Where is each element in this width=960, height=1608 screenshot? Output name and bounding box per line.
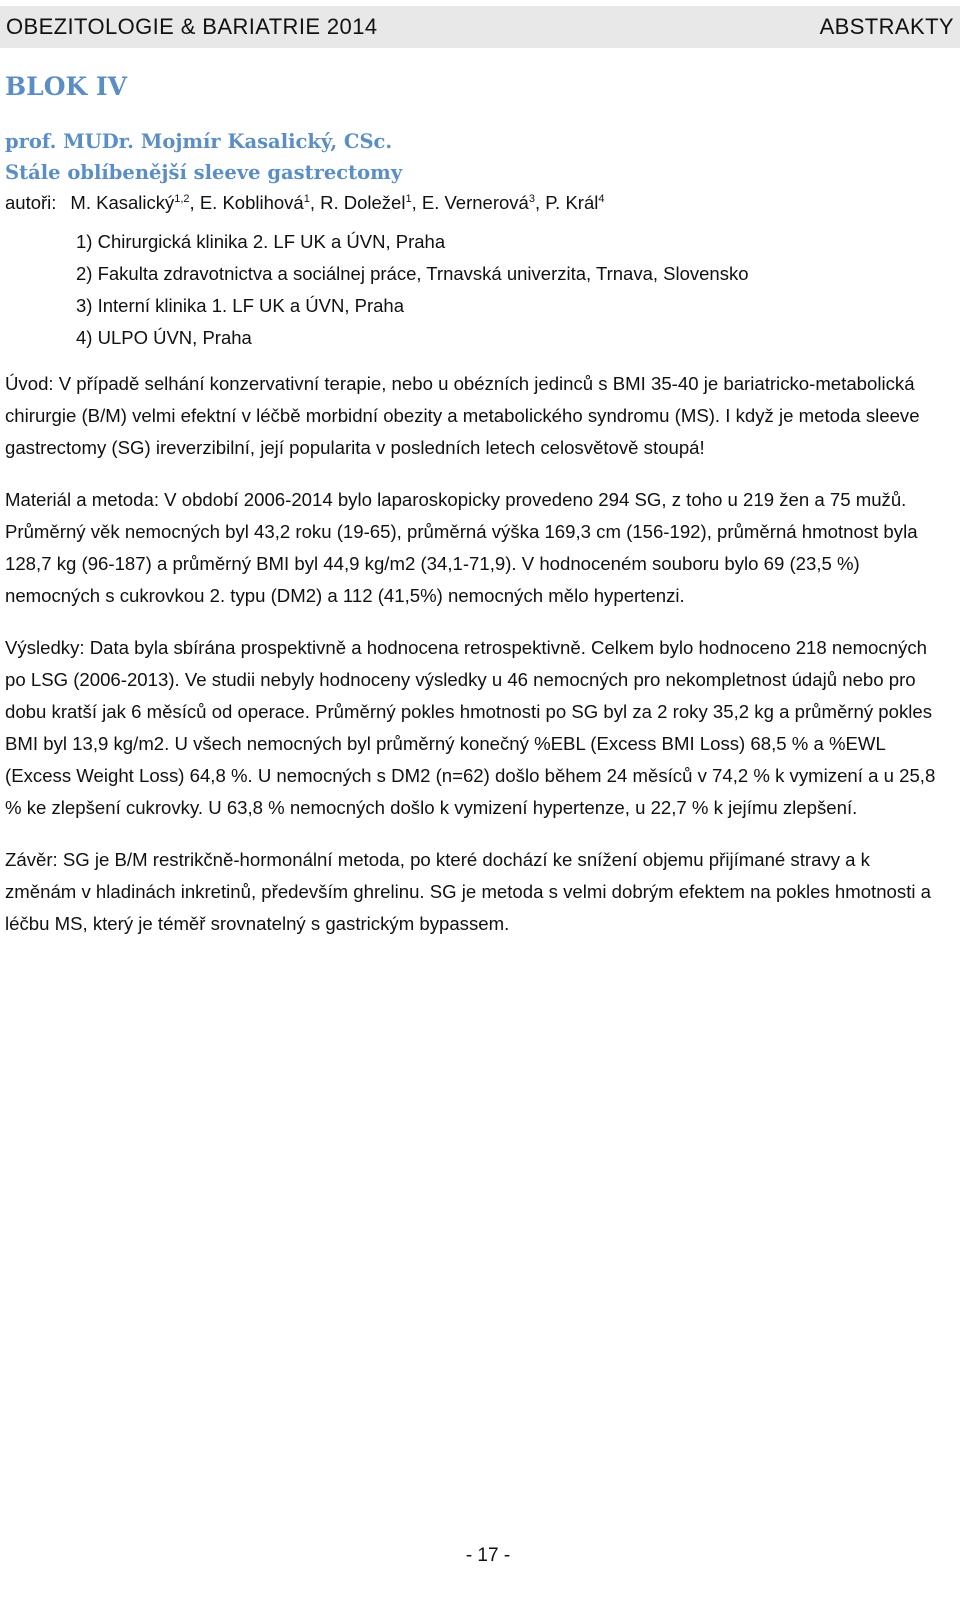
author-affiliation-mark: 1: [303, 193, 310, 205]
author-affiliation-mark: 1: [405, 193, 412, 205]
paragraph-results: Výsledky: Data byla sbírána prospektivně a hodnocena retrospektivně. Celkem bylo hodnoceno 218 nemocných po LSG (2006-2013). Ve studii nebyly hodnoceny výsledky u 46 nemocných pro nekompletnost údajů nebo pro dobu kratší jak 6 měsíců od operace. Průměrný pokles hmotnosti po SG byl za 2 roky 35,2 kg a průměrný pokles BMI byl 13,9 kg/m2. U všech nemocných byl průměrný konečný %EBL (Excess BMI Loss) 68,5 % a %EWL (Excess Weight Loss) 64,8 %. U nemocných s DM2 (n=62) došlo během 24 měsíců v 74,2 % k vymizení a u 25,8 % ke zlepšení cukrovky. U 63,8 % nemocných došlo k vymizení hypertenze, u 22,7 % k jejímu zlepšení.: [5, 637, 936, 818]
author-name: M. Kasalický: [70, 192, 175, 213]
running-header: [0, 6, 960, 48]
presenter-name: prof. MUDr. Mojmír Kasalický, CSc.: [5, 130, 393, 153]
author-affiliation-mark: 3: [528, 193, 535, 205]
author-name: R. Doležel: [320, 192, 406, 213]
authors-line: autoři: M. Kasalický$^{1,2}$, E. Koblihová$^1$, R. Doležel$^1$, E. Vernerová$^3$, P. Král$^4$: [5, 192, 605, 213]
header-journal-title: OBEZITOLOGIE & BARIATRIE 2014: [6, 14, 378, 39]
affiliation-item: 2) Fakulta zdravotnictva a sociálnej práce, Trnavská univerzita, Trnava, Slovensko: [76, 263, 749, 284]
affiliation-item: 3) Interní klinika 1. LF UK a ÚVN, Praha: [76, 295, 404, 316]
author-affiliation-mark: 4: [598, 193, 605, 205]
author-name: P. Král: [545, 192, 599, 213]
author-affiliation-mark: 1,2: [174, 193, 190, 205]
author-name: E. Koblihová: [199, 192, 304, 213]
author-name: E. Vernerová: [421, 192, 529, 213]
affiliations-list: [76, 226, 749, 354]
abstract-body: [5, 368, 940, 960]
authors-label: autoři:: [5, 192, 57, 213]
paragraph-methods: Materiál a metoda: V období 2006-2014 bylo laparoskopicky provedeno 294 SG, z toho u 219 žen a 75 mužů. Průměrný věk nemocných byl 43,2 roku (19-65), průměrná výška 169,3 cm (156-192), průměrná hmotnost byla 128,7 kg (96-187) a průměrný BMI byl 44,9 kg/m2 (34,1-71,9). V hodnoceném souboru bylo 69 (23,5 %) nemocných s cukrovkou 2. typu (DM2) a 112 (41,5%) nemocných mělo hypertenzi.: [5, 489, 918, 606]
paragraph-conclusion: Závěr: SG je B/M restrikčně-hormonální metoda, po které dochází ke snížení objemu přijímané stravy a k změnám v hladinách inkretinů, především ghrelinu. SG je metoda s velmi dobrým efektem na pokles hmotnosti a léčbu MS, který je téměř srovnatelný s gastrickým bypassem.: [5, 849, 931, 934]
page-number: - 17 -: [465, 1545, 511, 1566]
header-section-label: ABSTRAKTY: [819, 14, 954, 39]
section-title: BLOK IV: [5, 72, 128, 101]
affiliation-item: 4) ULPO ÚVN, Praha: [76, 327, 252, 348]
paragraph-introduction: Úvod: V případě selhání konzervativní terapie, nebo u obézních jedinců s BMI 35-40 je bariatricko-metabolická chirurgie (B/M) velmi efektní v léčbě morbidní obezity a metabolického syndromu (MS). I když je metoda sleeve gastrectomy (SG) ireverzibilní, její popularita v posledních letech celosvětově stoupá!: [5, 373, 920, 458]
abstract-title: Stále oblíbenější sleeve gastrectomy: [5, 161, 403, 184]
affiliation-item: 1) Chirurgická klinika 2. LF UK a ÚVN, Praha: [76, 231, 446, 252]
